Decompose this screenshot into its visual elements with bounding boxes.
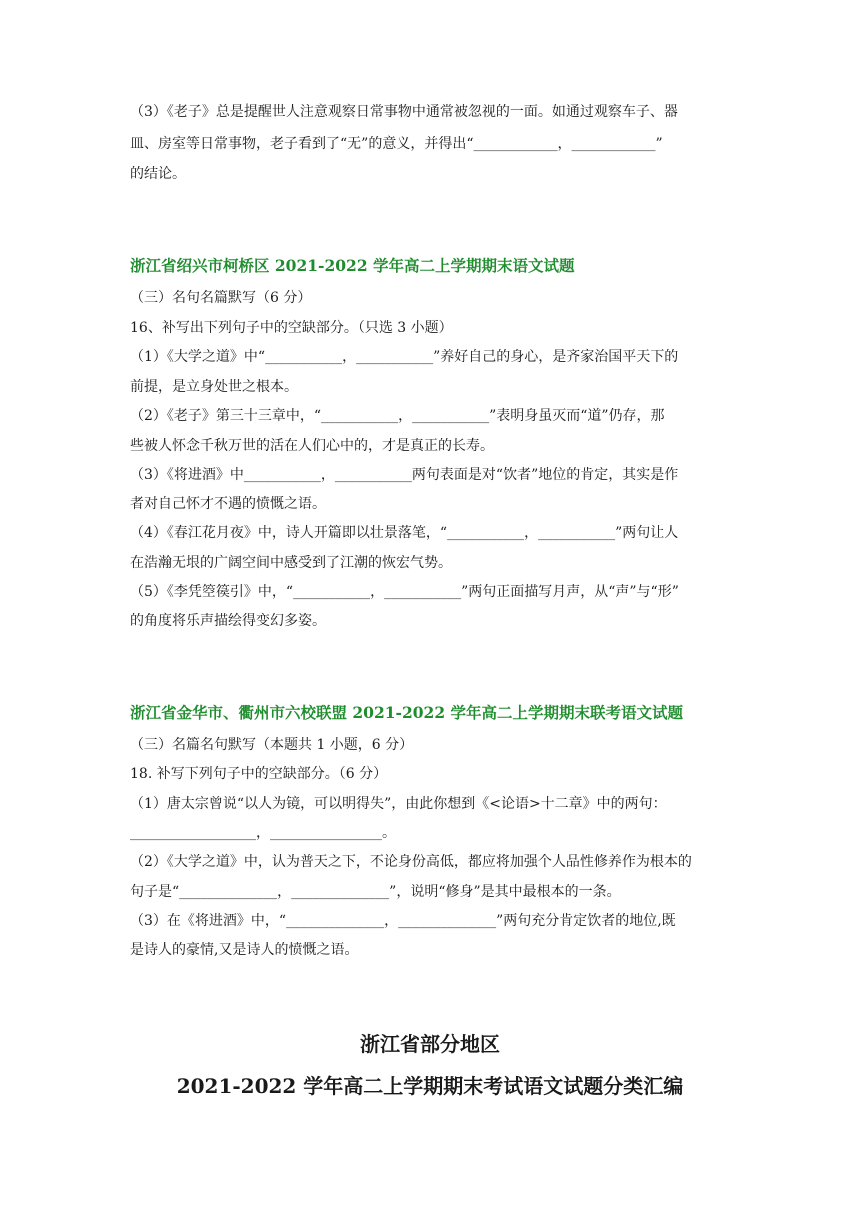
text-line: （5）《李凭箜篌引》中，“___________，___________”两句正面描写月声，从“声”与“形” xyxy=(130,584,679,600)
text-line: 前提，是立身处世之根本。 xyxy=(130,379,298,395)
text-line: 是诗人的豪情,又是诗人的愤慨之语。 xyxy=(130,942,359,958)
question-text: 16、补写出下列句子中的空缺部分。（只选 3 小题） xyxy=(130,320,453,336)
text-line: 皿、房室等日常事物，老子看到了“无”的意义，并得出“____________，____________” xyxy=(130,136,663,152)
section-heading: 浙江省绍兴市柯桥区 2021-2022 学年高二上学期期末语文试题 xyxy=(130,256,575,275)
text-line: （4）《春江花月夜》中，诗人开篇即以壮景落笔，“___________，___________”两句让人 xyxy=(130,525,679,541)
text-line: （2）《大学之道》中，认为普天之下，不论身份高低，都应将加强个人品性修养作为根本的 xyxy=(130,854,692,870)
text-line: （1）《大学之道》中“___________，___________”养好自己的身心，是齐家治国平天下的 xyxy=(130,349,679,365)
document-subtitle: 2021-2022 学年高二上学期期末考试语文试题分类汇编 xyxy=(176,1074,684,1098)
text-line: 些被人怀念千秋万世的活在人们心中的，才是真正的长寿。 xyxy=(130,438,494,454)
text-line: （1）唐太宗曾说“以人为镜，可以明得失”，由此你想到《<论语>十二章》中的两句： xyxy=(130,796,667,812)
text-line: __________________，________________。 xyxy=(130,825,396,841)
text-line: 的结论。 xyxy=(130,166,186,182)
question-text: 18. 补写下列句子中的空缺部分。（6 分） xyxy=(130,766,388,782)
text-line: 的角度将乐声描绘得变幻多姿。 xyxy=(130,613,326,629)
text-line: 在浩瀚无垠的广阔空间中感受到了江潮的恢宏气势。 xyxy=(130,555,452,571)
text-line: （3）《将进酒》中___________，___________两句表面是对“饮者”地位的肯定，其实是作 xyxy=(130,467,679,483)
text-line: （3）在《将进酒》中，“______________，______________”两句充分肯定饮者的地位,既 xyxy=(130,913,676,929)
section-heading: 浙江省金华市、衢州市六校联盟 2021-2022 学年高二上学期期末联考语文试题 xyxy=(130,703,684,722)
text-line: 者对自己怀才不遇的愤慨之语。 xyxy=(130,496,326,512)
text-line: 句子是“______________，______________”，说明“修身”是其中最根本的一条。 xyxy=(130,884,621,900)
text-line: （2）《老子》第三十三章中，“___________，___________”表明身虽灭而“道”仍存，那 xyxy=(130,408,665,424)
section-subheading: （三）名句名篇默写（6 分） xyxy=(130,290,312,306)
document-title: 浙江省部分地区 xyxy=(360,1032,500,1056)
text-line: （3）《老子》总是提醒世人注意观察日常事物中通常被忽视的一面。如通过观察车子、器 xyxy=(130,104,678,120)
section-subheading: （三）名篇名句默写（本题共 1 小题，6 分） xyxy=(130,737,414,753)
